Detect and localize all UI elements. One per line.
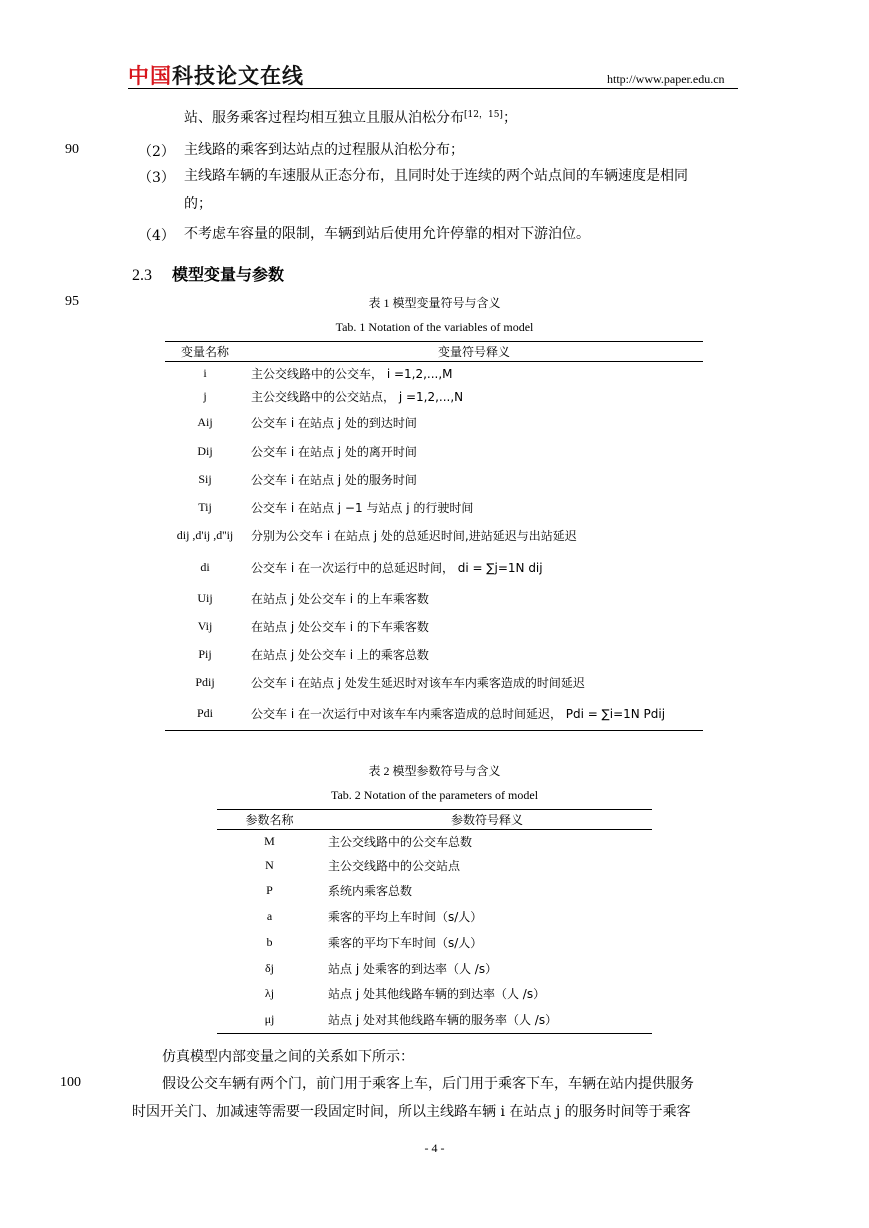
line-number-95: 95 xyxy=(65,294,79,309)
symbol-cell: Sij xyxy=(198,472,212,486)
page-number: - 4 - xyxy=(424,1141,445,1155)
table2-header-name: 参数名称 xyxy=(217,810,322,830)
description-cell: 站点 j 处对其他线路车辆的服务率（人 /s） xyxy=(328,1012,558,1027)
symbol-cell: Tij xyxy=(198,500,212,514)
symbol-cell: Vij xyxy=(197,619,213,633)
item-mark-3: （3） xyxy=(138,170,175,186)
table2-body xyxy=(217,830,652,1034)
body-line-3: 主线路车辆的车速服从正态分布，且同时处于连续的两个站点间的车辆速度是相同 xyxy=(184,168,688,184)
line-number-90: 90 xyxy=(65,142,79,157)
description-cell: 公交车 i 在站点 j 处的服务时间 xyxy=(251,473,417,487)
description-cell: 公交车 i 在一次运行中对该车车内乘客造成的总时间延迟， Pdi = ∑i=1N Pdij xyxy=(251,706,666,721)
table1-caption-cn: 表 1 模型变量符号与含义 xyxy=(368,296,501,310)
table-row xyxy=(217,981,652,1006)
description-cell: 主公交线路中的公交车总数 xyxy=(328,834,473,849)
table-row xyxy=(165,362,703,385)
symbol-cell: b xyxy=(266,935,273,949)
body-line-1-tail: ； xyxy=(502,110,517,126)
section-number: 2.3 xyxy=(132,267,152,284)
description-cell: 公交车 i 在一次运行中的总延迟时间， di = ∑j=1N dij xyxy=(251,560,543,575)
table-row xyxy=(165,641,703,669)
description-cell: 公交车 i 在站点 j 处发生延迟时对该车车内乘客造成的时间延迟 xyxy=(251,676,585,690)
item-mark-4: （4） xyxy=(138,228,175,244)
description-cell: 乘客的平均上车时间（s/人） xyxy=(328,910,483,924)
parameters-table xyxy=(217,809,652,1034)
variables-table xyxy=(165,341,703,731)
symbol-cell: λj xyxy=(264,985,275,1000)
body-line-2: 主线路的乘客到达站点的过程服从泊松分布； xyxy=(184,142,464,158)
journal-logo xyxy=(128,64,304,88)
body-line-1 xyxy=(184,109,517,127)
header-rule xyxy=(128,88,738,89)
table-row xyxy=(165,437,703,466)
table-row xyxy=(217,830,652,853)
logo-black-text: 科技论文在线 xyxy=(172,64,304,88)
description-cell: 分别为公交车 i 在站点 j 处的总延迟时间,进站延迟与出站延迟 xyxy=(251,529,577,543)
table-row xyxy=(217,904,652,930)
symbol-cell: Dij xyxy=(197,443,213,458)
table-row xyxy=(217,956,652,981)
header-url[interactable]: http://www.paper.edu.cn xyxy=(607,72,725,86)
description-cell: 站点 j 处乘客的到达率（人 /s） xyxy=(328,961,498,976)
table-row xyxy=(165,466,703,494)
body-line-4: 的； xyxy=(184,196,212,212)
description-cell: 在站点 j 处公交车 i 的下车乘客数 xyxy=(251,620,429,634)
table2-caption-en: Tab. 2 Notation of the parameters of model xyxy=(330,788,539,802)
description-cell: 站点 j 处其他线路车辆的到达率（人 /s） xyxy=(328,986,546,1001)
description-cell: 乘客的平均下车时间（s/人） xyxy=(328,936,483,950)
table-row xyxy=(217,853,652,878)
symbol-cell: Pij xyxy=(198,647,212,661)
closing-paragraph-1: 仿真模型内部变量之间的关系如下所示： xyxy=(162,1049,414,1065)
citation-ref: [12，15] xyxy=(464,110,503,120)
table2-caption-cn: 表 2 模型参数符号与含义 xyxy=(368,764,501,778)
symbol-cell: Uij xyxy=(197,591,213,605)
logo-red-text: 中国 xyxy=(128,64,172,88)
table-row xyxy=(165,408,703,437)
symbol-cell: δj xyxy=(265,960,274,975)
symbol-cell: P xyxy=(266,883,273,897)
item-mark-2: （2） xyxy=(138,144,175,160)
section-title: 模型变量与参数 xyxy=(172,265,285,284)
symbol-cell: N xyxy=(265,857,274,872)
section-heading xyxy=(132,262,284,285)
table-row xyxy=(165,669,703,697)
table-row xyxy=(217,1006,652,1034)
symbol-cell: Pdij xyxy=(195,675,215,689)
symbol-cell: di xyxy=(200,559,210,574)
symbol-cell: a xyxy=(266,909,273,923)
description-cell: 主公交线路中的公交站点， j =1,2,...,N xyxy=(251,389,464,404)
description-cell: 主公交线路中的公交车， i =1,2,...,M xyxy=(251,366,453,381)
description-cell: 公交车 i 在站点 j 处的离开时间 xyxy=(251,444,417,459)
description-cell: 主公交线路中的公交站点 xyxy=(328,858,461,873)
symbol-cell: j xyxy=(203,388,207,403)
table-row xyxy=(165,385,703,408)
closing-paragraph-2-line-2: 时因开关门、加减速等需要一段固定时间，所以主线路车辆 i 在站点 j 的服务时间等于乘客 xyxy=(132,1104,691,1120)
table1-header-desc: 变量符号释义 xyxy=(245,342,703,362)
symbol-cell: μj xyxy=(264,1011,275,1026)
symbol-cell: i xyxy=(203,365,207,380)
symbol-cell: Aij xyxy=(197,414,213,429)
table-row xyxy=(217,930,652,956)
table1-caption-en: Tab. 1 Notation of the variables of model xyxy=(335,320,534,334)
table-row xyxy=(165,613,703,641)
body-line-5: 不考虑车容量的限制，车辆到站后使用允许停靠的相对下游泊位。 xyxy=(184,226,590,242)
description-cell: 在站点 j 处公交车 i 的上车乘客数 xyxy=(251,592,429,606)
table-row xyxy=(165,550,703,585)
table1-header-name: 变量名称 xyxy=(165,342,245,362)
table1-body xyxy=(165,362,703,731)
table-row xyxy=(165,585,703,613)
description-cell: 公交车 i 在站点 j −1 与站点 j 的行驶时间 xyxy=(251,501,474,515)
line-number-100: 100 xyxy=(60,1075,81,1090)
table-row xyxy=(165,697,703,731)
symbol-cell: Pdi xyxy=(196,705,213,720)
table2-header-desc: 参数符号释义 xyxy=(322,810,652,830)
closing-paragraph-2-line-1: 假设公交车辆有两个门，前门用于乘客上车，后门用于乘客下车，车辆在站内提供服务 xyxy=(162,1076,694,1092)
description-cell: 在站点 j 处公交车 i 上的乘客总数 xyxy=(251,648,429,662)
description-cell: 系统内乘客总数 xyxy=(328,884,413,898)
table-row xyxy=(165,494,703,522)
body-line-1-text: 站、服务乘客过程均相互独立且服从泊松分布 xyxy=(184,110,464,126)
table-row xyxy=(165,522,703,550)
symbol-cell: dij ,d'ij ,d''ij xyxy=(176,528,234,542)
symbol-cell: M xyxy=(264,833,275,848)
table-row xyxy=(217,878,652,904)
description-cell: 公交车 i 在站点 j 处的到达时间 xyxy=(251,415,417,430)
